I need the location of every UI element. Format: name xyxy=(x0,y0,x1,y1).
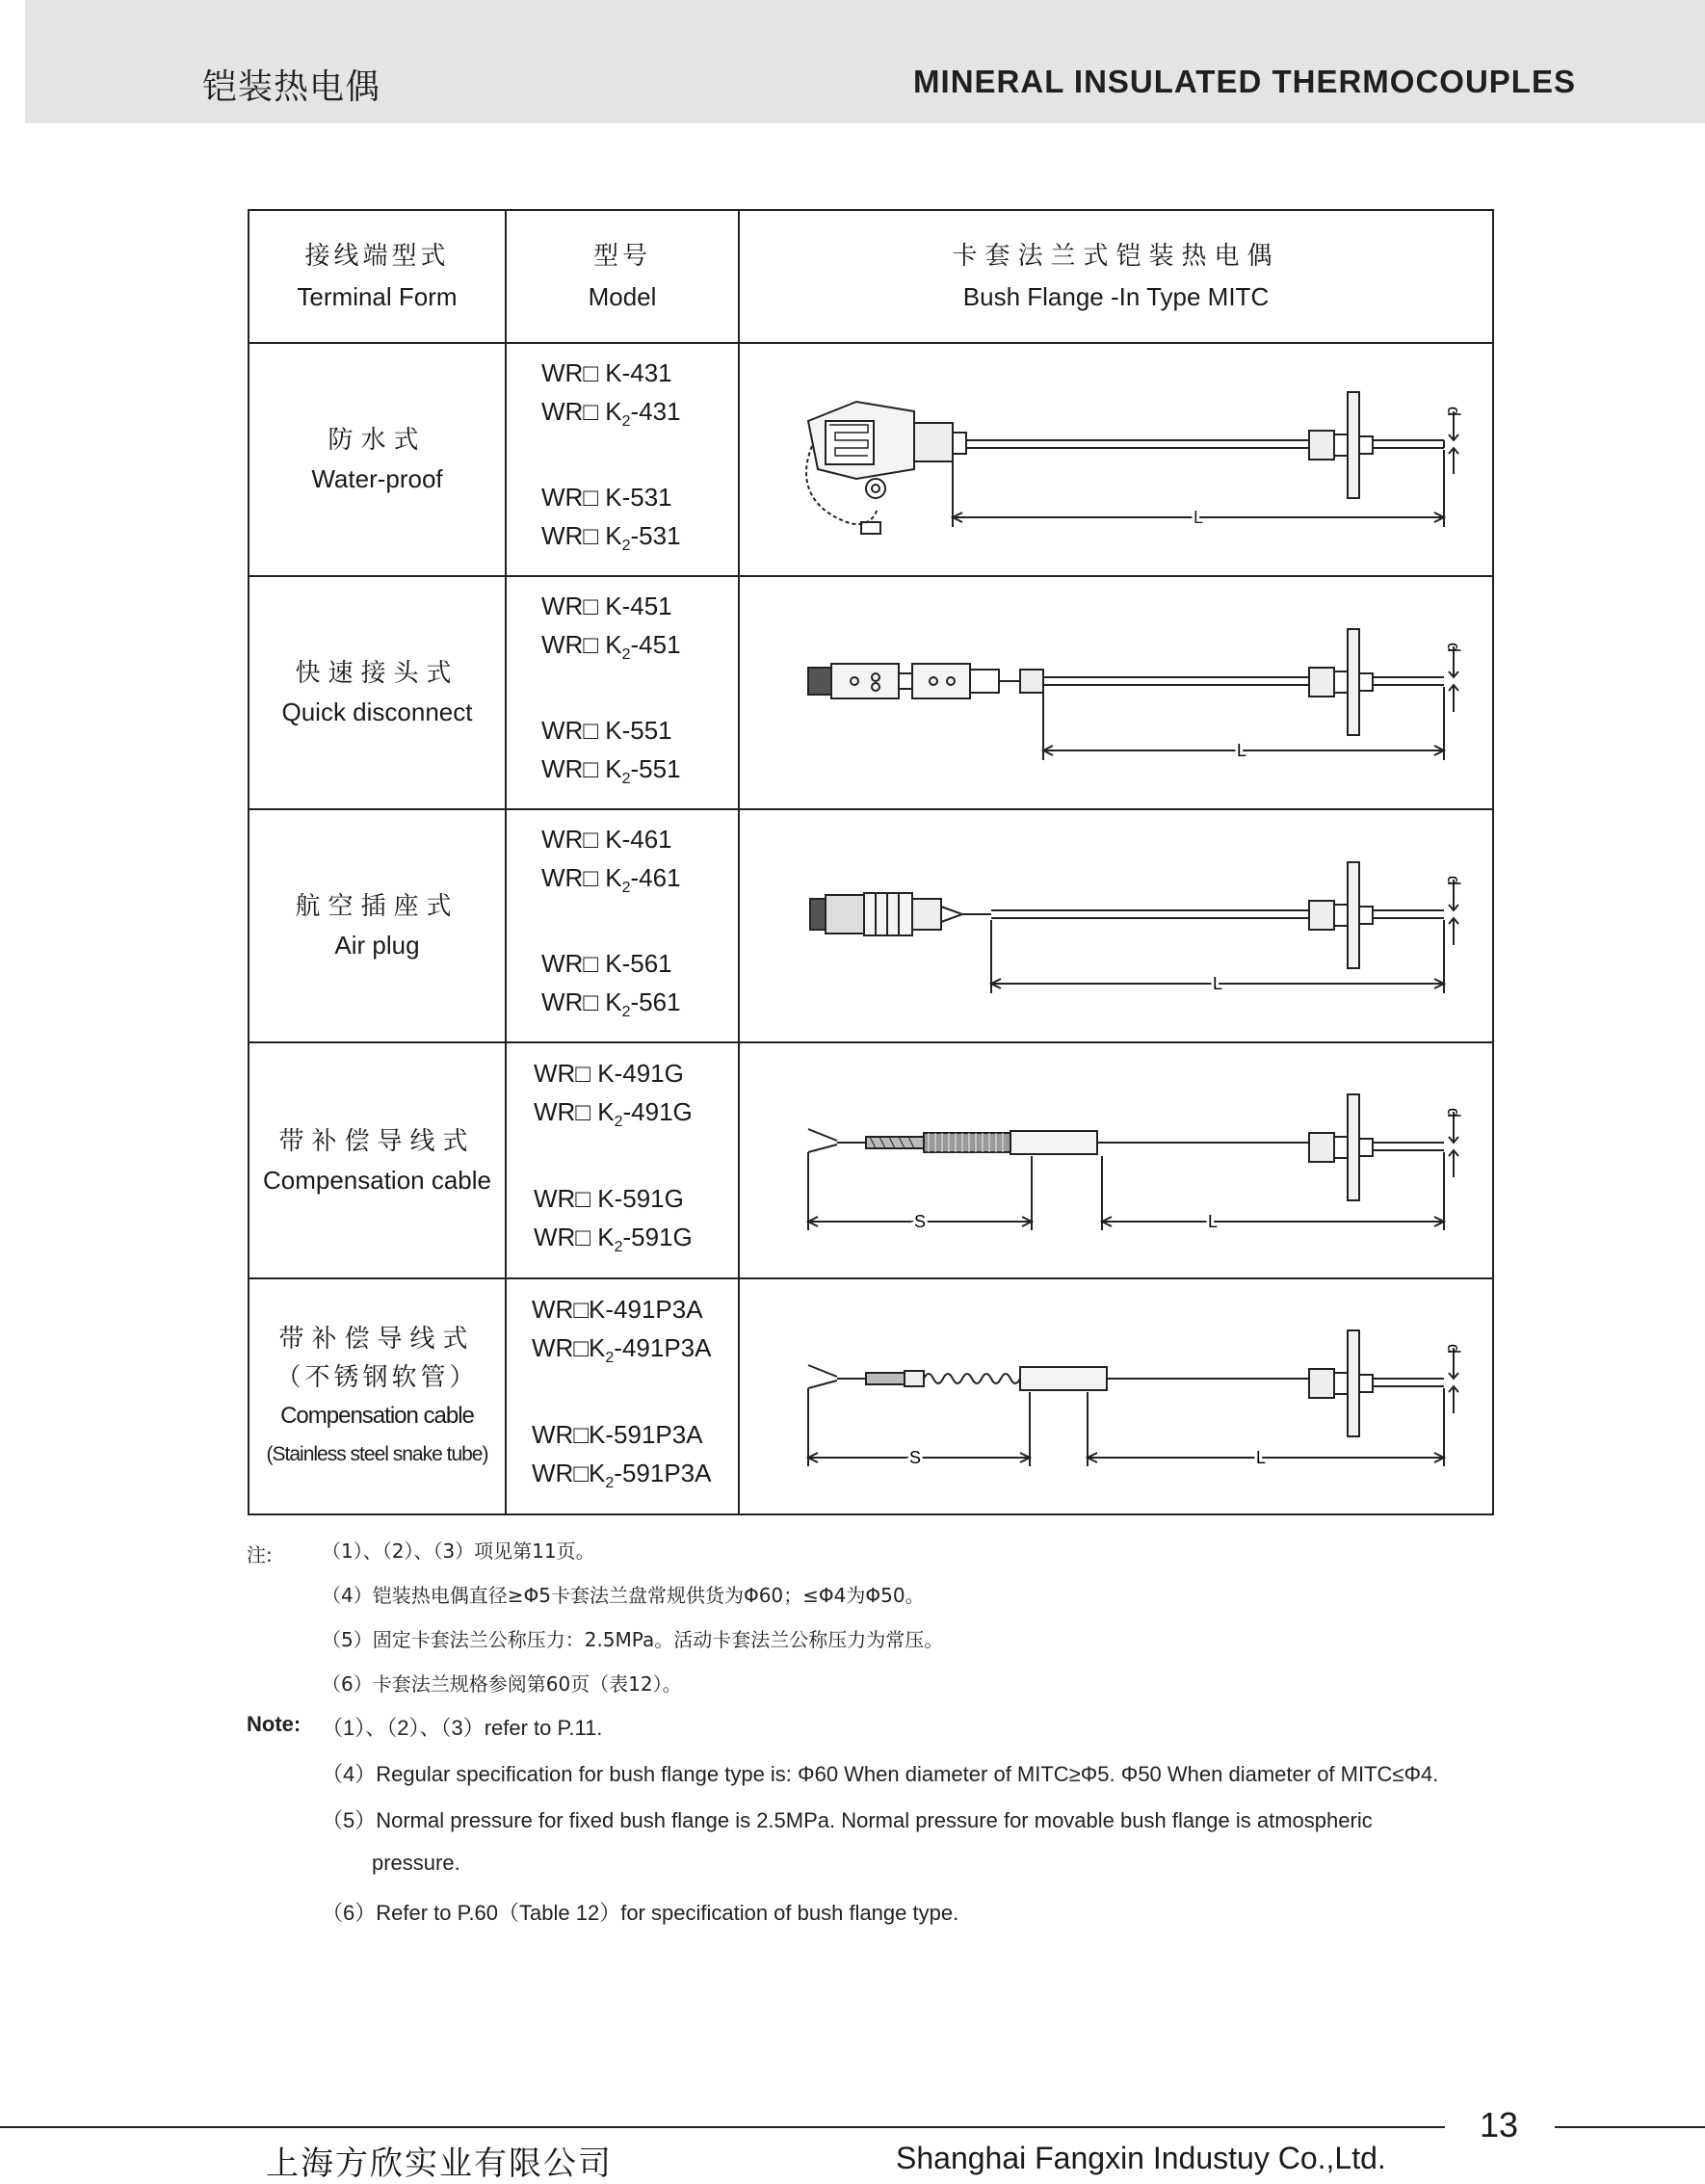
model-cell: WR□ K-451 WR□ $K_2-451$ WR□ K-551 WR□ $K_2-551$ xyxy=(506,576,739,809)
note-cn-6: （6）卡套法兰规格参阅第60页（表12）。 xyxy=(322,1672,682,1696)
model-cell: WR□ K-491G WR□ $K_2-491G$ WR□ K-591G WR□ $K_2-591G$ xyxy=(506,1042,739,1278)
header-model: 型号 Model xyxy=(506,210,739,343)
svg-text:L: L xyxy=(1193,508,1203,527)
note-cn-1: （1）、（2）、（3）项见第11页。 xyxy=(322,1539,595,1563)
svg-text:S: S xyxy=(913,1212,926,1231)
svg-text:d: d xyxy=(1443,1344,1463,1355)
svg-text:d: d xyxy=(1443,876,1463,886)
header-terminal-form: 接线端型式 Terminal Form xyxy=(249,210,506,343)
air-plug-drawing xyxy=(770,820,1463,1032)
header-title-cn: 铠装热电偶 xyxy=(202,67,381,107)
table-row xyxy=(249,343,1493,576)
note-en-1: （1）、（2）、（3）refer to P.11. xyxy=(322,1716,603,1740)
note-cn-5: （5）固定卡套法兰公称压力：2.5MPa。活动卡套法兰公称压力为常压。 xyxy=(322,1628,944,1651)
terminal-form-cell: 快速接头式 Quick disconnect xyxy=(249,576,506,809)
header-title-en: MINERAL INSULATED THERMOCOUPLES xyxy=(913,64,1576,99)
table-row xyxy=(249,1278,1493,1514)
terminal-form-cell: 带补偿导线式 Compensation cable xyxy=(249,1042,506,1278)
spec-table xyxy=(248,209,1494,1515)
terminal-form-cell: 带补偿导线式 （不锈钢软管） Compensation cable (Stainless steel snake tube) xyxy=(249,1278,506,1514)
svg-text:d: d xyxy=(1443,407,1463,417)
drawing-cell xyxy=(739,809,1493,1042)
notes-cn-label: 注: xyxy=(247,1543,273,1566)
notes-en-label: Note: xyxy=(247,1712,302,1736)
drawing-cell xyxy=(739,343,1493,576)
svg-text:L: L xyxy=(1212,974,1222,993)
table-row xyxy=(249,809,1493,1042)
company-name-cn: 上海方欣实业有限公司 xyxy=(266,2145,613,2183)
note-en-4: （4）Regular specification for bush flange type is: Φ60 When diameter of MITC≥Φ5. Φ50 When diameter of MITC≤Φ4. xyxy=(322,1762,1439,1786)
svg-text:S: S xyxy=(908,1448,921,1467)
header-type: 卡套法兰式铠装热电偶 Bush Flange -In Type MITC xyxy=(739,210,1493,343)
note-en-5: （5）Normal pressure for fixed bush flange is 2.5MPa. Normal pressure for movable bush flange is atmospheric xyxy=(322,1808,1373,1832)
note-cn-4: （4）铠装热电偶直径≥Φ5卡套法兰盘常规供货为Φ60；≤Φ4为Φ50。 xyxy=(322,1584,925,1607)
terminal-form-cell: 防水式 Water-proof xyxy=(249,343,506,576)
drawing-cell xyxy=(739,576,1493,809)
footer-rule-right xyxy=(1555,2126,1705,2128)
quick-disconnect-drawing xyxy=(770,587,1463,799)
drawing-cell xyxy=(739,1278,1493,1514)
note-en-6: （6）Refer to P.60（Table 12）for specification of bush flange type. xyxy=(322,1901,959,1925)
footer-rule-left xyxy=(0,2126,1445,2128)
snake-tube-drawing xyxy=(770,1288,1463,1505)
note-en-5b: pressure. xyxy=(372,1851,460,1875)
drawing-cell xyxy=(739,1042,1493,1278)
table-header-row xyxy=(249,210,1493,343)
page-number: 13 xyxy=(1480,2105,1519,2145)
svg-text:L: L xyxy=(1236,741,1246,760)
compensation-cable-drawing xyxy=(770,1052,1463,1269)
svg-text:L: L xyxy=(1255,1448,1266,1467)
model-cell: WR□ K-461 WR□ $K_2-461$ WR□ K-561 WR□ $K_2-561$ xyxy=(506,809,739,1042)
model-cell: WR□ K-431 WR□ $K_2-431$ WR□ K-531 WR□ $K_2-531$ xyxy=(506,343,739,576)
table-row xyxy=(249,1042,1493,1278)
company-name-en: Shanghai Fangxin Industuy Co.,Ltd. xyxy=(896,2141,1386,2175)
model-cell: WR□K-491P3A $WR□K_2-491P3A$ WR□K-591P3A $WR□K_2-591P3A$ xyxy=(506,1278,739,1514)
waterproof-head-drawing xyxy=(770,354,1463,566)
svg-text:L: L xyxy=(1207,1212,1218,1231)
table-row xyxy=(249,576,1493,809)
svg-text:d: d xyxy=(1443,643,1463,653)
svg-text:d: d xyxy=(1443,1108,1463,1118)
terminal-form-cell: 航空插座式 Air plug xyxy=(249,809,506,1042)
page-header xyxy=(25,0,1705,123)
